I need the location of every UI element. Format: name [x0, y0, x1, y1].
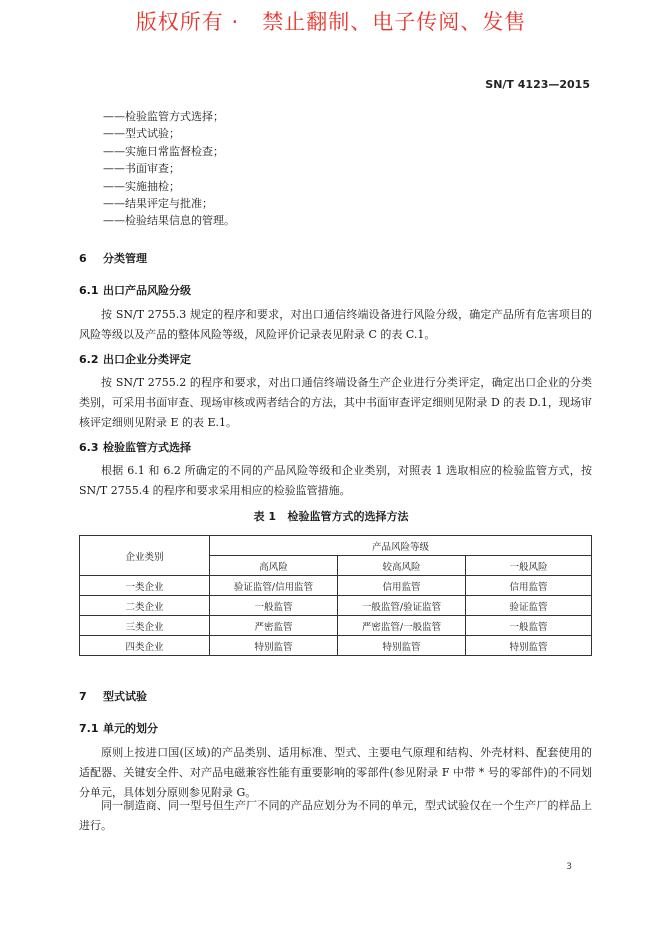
table-group-header: 产品风险等级	[210, 536, 592, 556]
copyright-watermark: 版权所有 · 禁止翻制、电子传阅、发售	[135, 10, 527, 34]
table-cell: 严密监管	[210, 616, 338, 636]
table-corner-header: 企业类别	[80, 536, 210, 576]
list-item: ——书面审查；	[103, 162, 180, 176]
section-7-1-paragraph: 原则上按进口国(区域)的产品类别、适用标准、型式、主要电气原理和结构、外壳材料、配套使用的适配器、关键安全件、对产品电磁兼容性能有重要影响的零部件(参见附录 F 中带 * 号的零部件)的不同划分单元，具体划分原则参见附录 G。	[79, 746, 592, 799]
table-cell: 特别监管	[210, 636, 338, 656]
row-category: 二类企业	[80, 596, 210, 616]
table-row	[80, 616, 592, 636]
list-item: ——实施日常监督检查；	[103, 144, 224, 158]
table-row	[80, 596, 592, 616]
table-cell: 验证监管	[466, 596, 592, 616]
section-7-1-paragraph-2: 同一制造商、同一型号但生产厂不同的产品应划分为不同的单元，型式试验仅在一个生产厂的样品上进行。	[79, 799, 592, 832]
list-item: ——实施抽检；	[103, 179, 180, 193]
row-category: 一类企业	[80, 576, 210, 596]
section-7-1-heading: 7.1 单元的划分	[79, 722, 158, 735]
table-1-title: 表 1 检验监管方式的选择方法	[253, 510, 409, 523]
supervision-selection-table	[79, 535, 592, 656]
table-cell: 特别监管	[338, 636, 466, 656]
row-category: 四类企业	[80, 636, 210, 656]
procedure-list	[103, 108, 235, 230]
list-item: ——检验结果信息的管理。	[103, 214, 235, 228]
table-cell: 严密监管/一般监管	[338, 616, 466, 636]
table-cell: 一般监管	[210, 596, 338, 616]
row-category: 三类企业	[80, 616, 210, 636]
column-header: 高风险	[210, 556, 338, 576]
page-number: 3	[566, 862, 572, 872]
section-6-1-paragraph: 按 SN/T 2755.3 规定的程序和要求，对出口通信终端设备进行风险分级，确定产品所有危害项目的风险等级以及产品的整体风险等级，风险评价记录表见附录 C 的表 C.1。	[79, 308, 592, 341]
section-7-heading: 7 型式试验	[79, 690, 147, 703]
section-6-3-heading: 6.3 检验监管方式选择	[79, 441, 191, 454]
section-6-heading: 6 分类管理	[79, 252, 147, 265]
list-item: ——检验监管方式选择；	[103, 110, 224, 123]
table-cell: 一般监管	[466, 616, 592, 636]
table-cell: 一般监管/验证监管	[338, 596, 466, 616]
section-6-2-heading: 6.2 出口企业分类评定	[79, 353, 191, 366]
table-cell: 特别监管	[466, 636, 592, 656]
table-row	[80, 576, 592, 596]
table-cell: 信用监管	[466, 576, 592, 596]
section-6-1-heading: 6.1 出口产品风险分级	[79, 284, 191, 297]
column-header: 较高风险	[338, 556, 466, 576]
section-6-3-paragraph: 根据 6.1 和 6.2 所确定的不同的产品风险等级和企业类别，对照表 1 选取相应的检验监管方式，按 SN/T 2755.4 的程序和要求采用相应的检验监管措施。	[79, 464, 592, 497]
standard-code: SN/T 4123—2015	[485, 78, 590, 91]
table-row	[80, 636, 592, 656]
list-item: ——结果评定与批准；	[103, 197, 213, 211]
table-cell: 验证监管/信用监管	[210, 576, 338, 596]
table-cell: 信用监管	[338, 576, 466, 596]
column-header: 一般风险	[466, 556, 592, 576]
section-6-2-paragraph: 按 SN/T 2755.2 的程序和要求，对出口通信终端设备生产企业进行分类评定，确定出口企业的分类类别，可采用书面审查、现场审核或两者结合的方法，其中书面审查评定细则见附录 D 的表 D.1，现场审核评定细则见附录 E 的表 E.1。	[79, 376, 592, 429]
list-item: ——型式试验；	[103, 127, 180, 141]
